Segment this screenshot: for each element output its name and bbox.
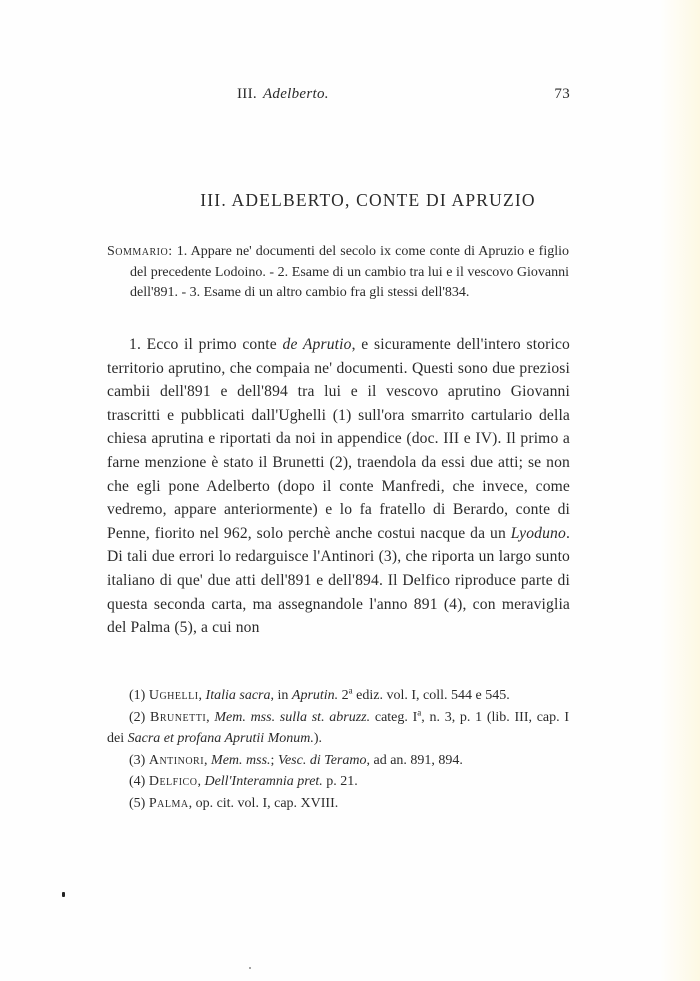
footnote-number: (2) bbox=[129, 709, 151, 725]
running-head-title: Adelberto. bbox=[262, 86, 329, 102]
footnote-text: ediz. vol. I, coll. 544 e 545. bbox=[352, 688, 510, 703]
footnote-text: 2 bbox=[338, 688, 349, 703]
footnote-author: Ughelli bbox=[148, 688, 199, 703]
body-paragraph bbox=[107, 333, 570, 640]
body-text-italic: Lyoduno bbox=[510, 524, 566, 542]
footnote-text: , ad an. 891, 894. bbox=[366, 752, 463, 768]
footnote bbox=[107, 707, 569, 750]
footnote-title: Sacra et profana Aprutii Monum. bbox=[127, 731, 314, 746]
footnote-author: Palma bbox=[148, 795, 189, 811]
footnote-title: Vesc. di Teramo bbox=[277, 752, 367, 768]
footnote-author: Delfico bbox=[148, 774, 198, 789]
footnote-text: ; bbox=[270, 752, 278, 768]
running-head-section: III. bbox=[237, 86, 257, 102]
footnote-superscript: a bbox=[417, 706, 422, 717]
summary-text: 1. Appare ne' documenti del secolo ix come conte di Apruzio e figlio del precedente Lodoino. - 2. Esame di un cambio tra lui e il vescovo Giovanni dell'891. - 3. Esame di un altro cambio fra gli stessi dell'834. bbox=[130, 244, 569, 300]
footnote-text: , bbox=[198, 688, 206, 703]
footnote-text: , bbox=[204, 752, 212, 768]
footnote-title: Mem. mss. sulla st. abruzz. bbox=[214, 709, 371, 725]
page-number: 73 bbox=[554, 86, 570, 102]
footnote bbox=[107, 685, 569, 707]
footnote-number: (3) bbox=[129, 752, 149, 768]
scan-speck bbox=[249, 967, 251, 969]
page-edge-tint bbox=[660, 0, 700, 981]
footnote-text: , op. cit. vol. I, cap. XVIII. bbox=[188, 795, 339, 811]
footnote-title: Mem. mss. bbox=[211, 752, 271, 768]
footnote-author: Brunetti bbox=[150, 709, 207, 725]
footnote-title: Italia sacra bbox=[205, 688, 271, 703]
footnote-text: ). bbox=[313, 731, 323, 746]
footnote-text: categ. I bbox=[370, 709, 418, 725]
footnotes bbox=[107, 685, 569, 814]
body-text-italic: de Aprutio bbox=[282, 336, 352, 353]
body-text-segment: . Di tali due errori lo redarguisce l'Antinori (3), che riporta un largo sunto italiano di que' due atti dell'891 e dell'894. Il Delfico riproduce parte di questa seconda carta, ma assegnandole l'anno 891 (4), con meraviglia del Palma (5), a cui non bbox=[107, 524, 570, 637]
footnote-text: p. 21. bbox=[322, 774, 358, 789]
footnote-number: (5) bbox=[129, 795, 149, 811]
summary-label: Sommario: bbox=[107, 244, 173, 259]
footnote-title: Dell'Interamnia pret. bbox=[204, 774, 323, 789]
footnote-title: Aprutin. bbox=[291, 688, 339, 703]
footnote-text: , n. 3, p. 1 (lib. III, cap. I dei bbox=[107, 709, 569, 746]
chapter-summary bbox=[107, 242, 569, 304]
footnote bbox=[107, 771, 569, 793]
scan-speck bbox=[62, 892, 65, 897]
footnote-text: , bbox=[206, 709, 215, 725]
footnote-number: (1) bbox=[129, 688, 149, 703]
body-text-segment: 1. Ecco il primo conte bbox=[129, 336, 283, 353]
footnote bbox=[107, 750, 569, 772]
running-head bbox=[237, 86, 570, 103]
footnote-superscript: a bbox=[348, 685, 353, 696]
footnote-number: (4) bbox=[129, 774, 149, 789]
footnote-author: Antinori bbox=[148, 752, 205, 768]
chapter-title: III. ADELBERTO, CONTE DI APRUZIO bbox=[200, 190, 536, 210]
footnote bbox=[107, 793, 569, 815]
footnote-text: , bbox=[197, 774, 205, 789]
body-text-segment: , e sicuramente dell'intero storico territorio aprutino, che compaia ne' documenti. Questi sono due preziosi cambii dell'891 e dell'894 tra lui e il vescovo aprutino Giovanni trascritti e pubblicati dall'Ughelli (1) sull'ora smarrito cartulario della chiesa aprutina e riportati da noi in appendice (doc. III e IV). Il primo a farne menzione è stato il Brunetti (2), traendola da essi due atti; se non che egli pone Adelberto (dopo il conte Manfredi, che invece, come vedremo, appare anteriormente) e lo fa fratello di Berardo, conte di Penne, fiorito nel 962, solo perchè anche costui nacque da un bbox=[107, 336, 571, 542]
footnote-text: , in bbox=[270, 688, 292, 703]
